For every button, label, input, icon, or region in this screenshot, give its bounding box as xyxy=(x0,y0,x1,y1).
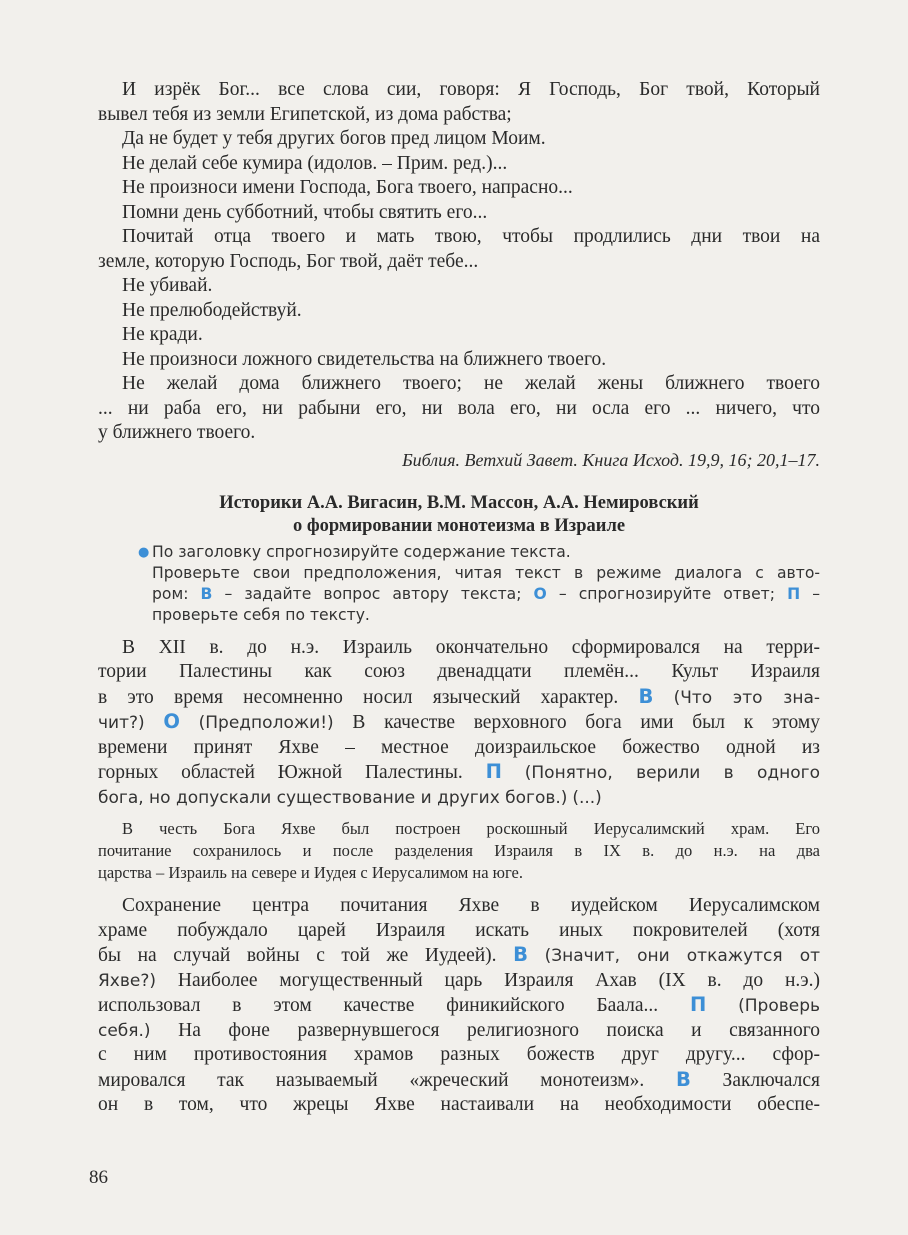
quote-line: Не произноси имени Господа, Бога твоего, напрасно... xyxy=(122,177,573,198)
page-number: 86 xyxy=(89,1167,108,1188)
quote-line: Помни день субботний, чтобы святить его... xyxy=(122,201,488,223)
task-line: ром: В – задайте вопрос автору текста; О – спрогнозируйте ответ; П – xyxy=(152,584,821,603)
quote-line: И изрёк Бог... все слова сии, говоря: Я Господь, Бог твой, Который xyxy=(122,79,820,100)
marker-p: П xyxy=(787,584,801,603)
quote-line: Не убивай. xyxy=(122,275,213,296)
marker-o: О xyxy=(533,584,547,603)
heading-line-1: Историки А.А. Вигасин, В.М. Массон, А.А. Немировский xyxy=(219,492,699,513)
task-line: проверьте себя по тексту. xyxy=(152,605,370,624)
quote-line: Не желай дома ближнего твоего; не желай жены ближнего твоего xyxy=(122,373,820,394)
quote-source: Библия. Ветхий Завет. Книга Исход. 19,9, 16; 20,1–17. xyxy=(402,449,820,470)
marker-v: В xyxy=(675,1067,691,1091)
paragraph-2: Сохранение центра почитания Яхве в иудейском Иерусалимском храме побуждало царей Израиля искать иных покровителей (хотя бы на случай войны с той же Иудеей). В (Значит, они откажутся от Яхве?) Наиболее могущественный царь Израиля Ахав (IX в. до н.э.) использовал в этом качестве финикийского Баала... П (Проверь себя.) На фоне развернувшегося религиозного поиска и связанного с ним противостояния храмов разных божеств друг другу... сфор- мировался так называемый «жреческий монотеизм». В Заключался он в том, что жрецы Яхве настаивали на необходимости обеспе- xyxy=(98,895,821,1115)
heading-line-2: о формировании монотеизма в Израиле xyxy=(292,515,626,536)
bullet-icon: ● xyxy=(138,544,150,560)
quote-line: ... ни раба его, ни рабыни его, ни вола его, ни осла его ... ничего, что xyxy=(98,397,820,419)
page-content xyxy=(98,78,820,1118)
quote-line: вывел тебя из земли Египетской, из дома рабства; xyxy=(98,103,512,125)
quote-line: у ближнего твоего. xyxy=(98,422,256,443)
quote-line: Почитай отца твоего и мать твою, чтобы продлились дни твои на xyxy=(122,226,820,247)
commandments-quote xyxy=(98,78,820,446)
quote-line: Не прелюбодействуй. xyxy=(122,299,302,321)
marker-o: О xyxy=(163,710,180,733)
quote-line: Да не будет у тебя других богов пред лицом Моим. xyxy=(122,128,546,149)
section-heading xyxy=(98,492,820,538)
marker-v: В xyxy=(638,684,654,708)
task-line: По заголовку спрогнозируйте содержание текста. xyxy=(152,542,571,561)
info-note: В честь Бога Яхве был построен роскошный Иерусалимский храм. Его почитание сохранилось и после разделения Израиля в IX в. до н.э. на два царства – Израиль на севере и Иудея с Иерусалимом на юге. xyxy=(98,819,820,882)
quote-line: Не кради. xyxy=(122,324,203,345)
quote-line: Не произноси ложного свидетельства на ближнего твоего. xyxy=(122,348,607,370)
reading-task xyxy=(98,542,820,626)
paragraph-1: В XII в. до н.э. Израиль окончательно сформировался на терри- тории Палестины как союз двенадцати племён... Культ Израиля в это время несомненно носил языческий характер. В (Что это зна- чит?) О (Предположи!) В качестве верховного бога ими был к этому времени принят Яхве – местное доизраильское божество одной из горных областей Южной Палестины. П (Понятно, верили в одного бога, но допускали существование и других богов.) (...) xyxy=(98,636,821,808)
marker-v: В xyxy=(513,943,528,966)
task-line: Проверьте свои предположения, читая текст в режиме диалога с авто- xyxy=(152,563,820,582)
quote-line: Не делай себе кумира (идолов. – Прим. ред.)... xyxy=(122,152,508,174)
marker-p: П xyxy=(689,993,707,1016)
quote-line: земле, которую Господь, Бог твой, даёт тебе... xyxy=(98,250,479,272)
marker-v: В xyxy=(200,584,213,603)
marker-p: П xyxy=(485,760,502,783)
